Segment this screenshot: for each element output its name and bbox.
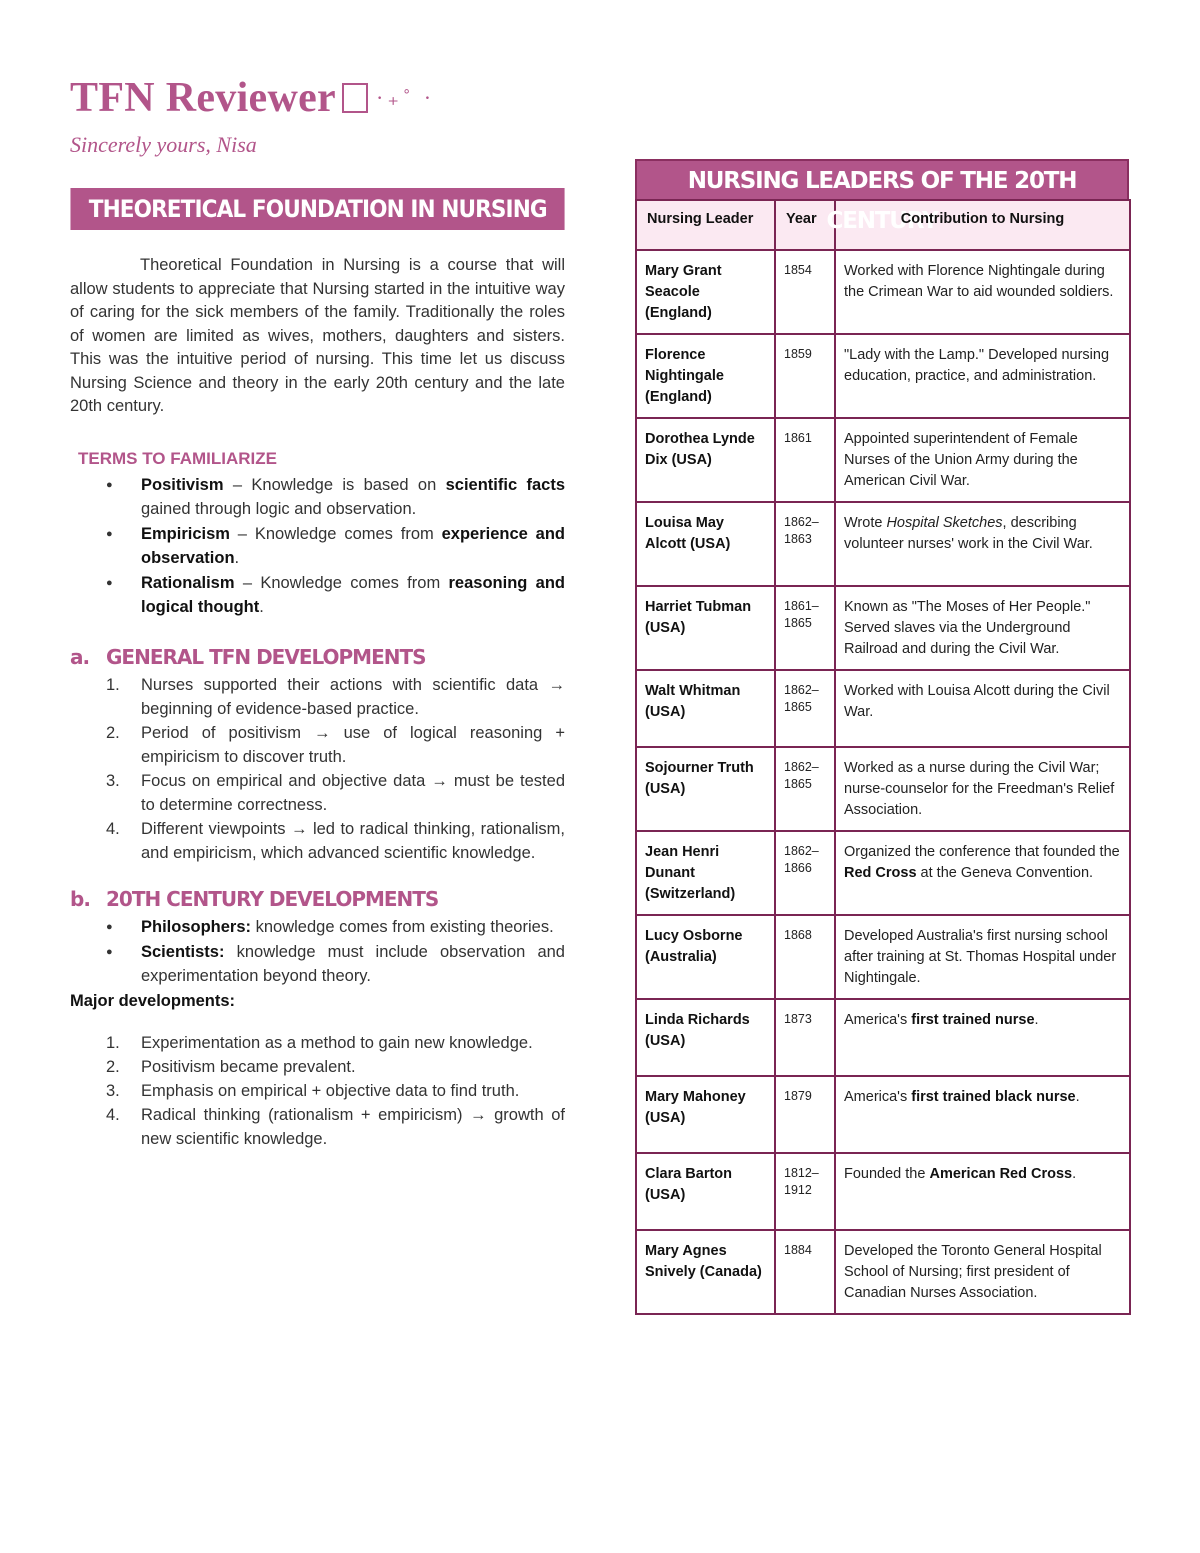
leader-name-cell: Sojourner Truth (USA) xyxy=(636,747,775,831)
major-developments-label: Major developments: xyxy=(70,991,236,1010)
contribution-text: Known as "The Moses of Her People." Served slaves via the Underground Railroad and during the Civil War. xyxy=(844,599,1091,657)
term-emphasis: scientific facts xyxy=(445,475,565,494)
table-row xyxy=(636,250,1130,334)
contribution-cell xyxy=(835,1230,1130,1314)
contribution-text: . xyxy=(1034,1012,1039,1028)
section-b-letter: b. xyxy=(70,886,90,911)
year-cell: 1812–1912 xyxy=(775,1153,835,1230)
list-item xyxy=(70,1055,565,1079)
bullet-text: knowledge comes from existing theories. xyxy=(251,917,554,936)
section-a-title: GENERAL TFN DEVELOPMENTS xyxy=(106,644,426,669)
list-text: Experimentation as a method to gain new knowledge. xyxy=(141,1033,533,1052)
list-number: 2. xyxy=(106,1057,120,1076)
year-cell: 1884 xyxy=(775,1230,835,1314)
contribution-text: at the Geneva Convention. xyxy=(916,865,1094,881)
contribution-text: Wrote xyxy=(844,515,887,531)
table-row xyxy=(636,586,1130,670)
contribution-cell xyxy=(835,999,1130,1076)
contribution-text: Founded the xyxy=(844,1166,930,1182)
bullet-label: Philosophers: xyxy=(141,917,252,936)
section-b-heading xyxy=(70,887,565,911)
table-row xyxy=(636,1076,1130,1153)
contribution-emphasis: Red Cross xyxy=(844,865,917,881)
list-item xyxy=(70,1079,565,1103)
term-text: – Knowledge comes from xyxy=(234,573,449,592)
list-text: Period of positivism → use of logical reasoning + empiricism to discover truth. xyxy=(141,723,565,766)
section-a-letter: a. xyxy=(70,644,90,669)
section-b-list xyxy=(70,1031,565,1151)
page-subtitle: Sincerely yours, Nisa xyxy=(70,132,257,157)
contribution-text: Worked as a nurse during the Civil War; nurse-counselor for the Freedman's Relief Association. xyxy=(844,760,1115,818)
year-cell: 1861–1865 xyxy=(775,586,835,670)
term-text: . xyxy=(234,548,240,567)
term-emphasis: experience and observation xyxy=(141,524,566,567)
terms-heading: TERMS TO FAMILIARIZE xyxy=(78,448,277,468)
leader-name-cell: Mary Grant Seacole (England) xyxy=(636,250,775,334)
list-number: 3. xyxy=(106,1081,120,1100)
list-text: Different viewpoints → led to radical thinking, rationalism, and empiricism, which advanced scientific knowledge. xyxy=(141,819,565,862)
term-item-empiricism xyxy=(70,522,565,570)
contribution-cell xyxy=(835,418,1130,502)
leader-name-cell: Jean Henri Dunant (Switzerland) xyxy=(636,831,775,915)
list-text: Emphasis on empirical + objective data to find truth. xyxy=(141,1081,520,1100)
year-cell: 1862–1866 xyxy=(775,831,835,915)
contribution-cell xyxy=(835,586,1130,670)
list-item xyxy=(70,1031,565,1055)
contribution-cell xyxy=(835,334,1130,418)
terms-list xyxy=(70,473,565,619)
contribution-emphasis: first trained black nurse xyxy=(911,1089,1076,1105)
term-item-positivism xyxy=(70,473,565,521)
bullet-label: Scientists: xyxy=(141,942,225,961)
table-row xyxy=(636,1230,1130,1314)
sparkle-decoration: ·₊˚ · xyxy=(376,85,436,110)
column-header-contribution: Contribution to Nursing xyxy=(835,200,1130,250)
contribution-text: Organized the conference that founded the xyxy=(844,844,1120,860)
term-text: – Knowledge is based on xyxy=(223,475,446,494)
list-item xyxy=(70,1103,565,1151)
contribution-text: Appointed superintendent of Female Nurses of the Union Army during the American Civil War. xyxy=(844,431,1078,489)
section-b-bullets xyxy=(70,915,565,988)
contribution-cell xyxy=(835,831,1130,915)
contribution-title: Hospital Sketches xyxy=(886,515,1003,531)
column-header-leader: Nursing Leader xyxy=(636,200,775,250)
contribution-cell xyxy=(835,502,1130,586)
year-cell: 1873 xyxy=(775,999,835,1076)
contribution-text: Developed Australia's first nursing school after training at St. Thomas Hospital under Nightingale. xyxy=(844,928,1117,986)
contribution-cell xyxy=(835,670,1130,747)
leader-name-cell: Linda Richards (USA) xyxy=(636,999,775,1076)
section-a-heading xyxy=(70,645,565,669)
term-text: gained through logic and observation. xyxy=(141,499,417,518)
table-row xyxy=(636,831,1130,915)
banner-wrap xyxy=(70,188,565,230)
list-number: 1. xyxy=(106,1033,120,1052)
leader-name-cell: Florence Nightingale (England) xyxy=(636,334,775,418)
list-text: Focus on empirical and objective data → must be tested to determine correctness. xyxy=(141,771,565,814)
term-item-rationalism xyxy=(70,571,565,619)
list-item xyxy=(70,721,565,769)
table-row xyxy=(636,999,1130,1076)
table-body xyxy=(636,250,1130,1314)
table-row xyxy=(636,915,1130,999)
contribution-text: . xyxy=(1072,1166,1077,1182)
year-cell: 1879 xyxy=(775,1076,835,1153)
column-header-year: Year xyxy=(775,200,835,250)
year-cell: 1862–1863 xyxy=(775,502,835,586)
section-a-list xyxy=(70,673,565,865)
list-number: 4. xyxy=(106,1105,120,1124)
contribution-text: Worked with Florence Nightingale during the Crimean War to aid wounded soldiers. xyxy=(844,263,1114,300)
contribution-text: , describing volunteer nurses' work in the Civil War. xyxy=(844,515,1093,552)
year-cell: 1862–1865 xyxy=(775,670,835,747)
list-number: 1. xyxy=(106,675,120,694)
intro-paragraph: Theoretical Foundation in Nursing is a course that will allow students to appreciate that Nursing started in the intuitive way of caring for the sick members of the family. Traditionally the roles of women are limited as wives, mothers, daughters and sisters. This was the intuitive period of nursing. This time let us discuss Nursing Science and theory in the early 20th century and the late 20th century. xyxy=(70,256,565,415)
list-text: Positivism became prevalent. xyxy=(141,1057,356,1076)
year-cell: 1854 xyxy=(775,250,835,334)
bullet-text: knowledge must include observation and experimentation beyond theory. xyxy=(141,942,565,985)
contribution-text: Worked with Louisa Alcott during the Civil War. xyxy=(844,683,1110,720)
section-b-title: 20TH CENTURY DEVELOPMENTS xyxy=(106,886,439,911)
year-cell: 1861 xyxy=(775,418,835,502)
list-item xyxy=(70,817,565,865)
leader-name-cell: Lucy Osborne (Australia) xyxy=(636,915,775,999)
list-number: 4. xyxy=(106,819,120,838)
table-title: NURSING LEADERS OF THE 20TH CENTURY xyxy=(635,159,1129,199)
table-row xyxy=(636,418,1130,502)
year-cell: 1859 xyxy=(775,334,835,418)
section-banner: THEORETICAL FOUNDATION IN NURSING xyxy=(70,188,564,230)
contribution-text: America's xyxy=(844,1089,912,1105)
contribution-text: . xyxy=(1075,1089,1080,1105)
contribution-emphasis: American Red Cross xyxy=(929,1166,1073,1182)
leader-name-cell: Clara Barton (USA) xyxy=(636,1153,775,1230)
contribution-text: "Lady with the Lamp." Developed nursing education, practice, and administration. xyxy=(844,347,1110,384)
table-row xyxy=(636,502,1130,586)
term-label: Rationalism xyxy=(141,573,235,592)
term-emphasis: reasoning and logical thought xyxy=(141,573,565,616)
contribution-text: America's xyxy=(844,1012,912,1028)
contribution-cell xyxy=(835,915,1130,999)
contribution-cell xyxy=(835,250,1130,334)
contribution-emphasis: first trained nurse xyxy=(911,1012,1035,1028)
square-box-icon xyxy=(342,83,368,113)
contribution-cell xyxy=(835,1076,1130,1153)
right-column xyxy=(635,159,1129,1315)
bullet-item-philosophers xyxy=(70,915,565,939)
page-title xyxy=(70,74,435,122)
list-number: 2. xyxy=(106,723,120,742)
list-item xyxy=(70,673,565,721)
term-label: Empiricism xyxy=(141,524,230,543)
left-column xyxy=(70,188,565,1151)
leader-name-cell: Walt Whitman (USA) xyxy=(636,670,775,747)
term-text: – Knowledge comes from xyxy=(229,524,442,543)
table-row xyxy=(636,334,1130,418)
bullet-item-scientists xyxy=(70,940,565,988)
table-row xyxy=(636,1153,1130,1230)
table-row xyxy=(636,747,1130,831)
contribution-cell xyxy=(835,1153,1130,1230)
table-row xyxy=(636,670,1130,747)
list-item xyxy=(70,769,565,817)
leader-name-cell: Mary Mahoney (USA) xyxy=(636,1076,775,1153)
leader-name-cell: Harriet Tubman (USA) xyxy=(636,586,775,670)
page-title-text: TFN Reviewer xyxy=(70,75,336,121)
term-label: Positivism xyxy=(141,475,224,494)
list-number: 3. xyxy=(106,771,120,790)
contribution-text: Developed the Toronto General Hospital School of Nursing; first president of Canadian Nurses Association. xyxy=(844,1243,1102,1301)
leader-name-cell: Mary Agnes Snively (Canada) xyxy=(636,1230,775,1314)
year-cell: 1862–1865 xyxy=(775,747,835,831)
leader-name-cell: Louisa May Alcott (USA) xyxy=(636,502,775,586)
year-cell: 1868 xyxy=(775,915,835,999)
list-text: Nurses supported their actions with scientific data → beginning of evidence-based practice. xyxy=(141,675,565,718)
contribution-cell xyxy=(835,747,1130,831)
term-text: . xyxy=(259,597,264,616)
leader-name-cell: Dorothea Lynde Dix (USA) xyxy=(636,418,775,502)
list-text: Radical thinking (rationalism + empiricism) → growth of new scientific knowledge. xyxy=(141,1105,565,1148)
leaders-table xyxy=(635,199,1131,1315)
